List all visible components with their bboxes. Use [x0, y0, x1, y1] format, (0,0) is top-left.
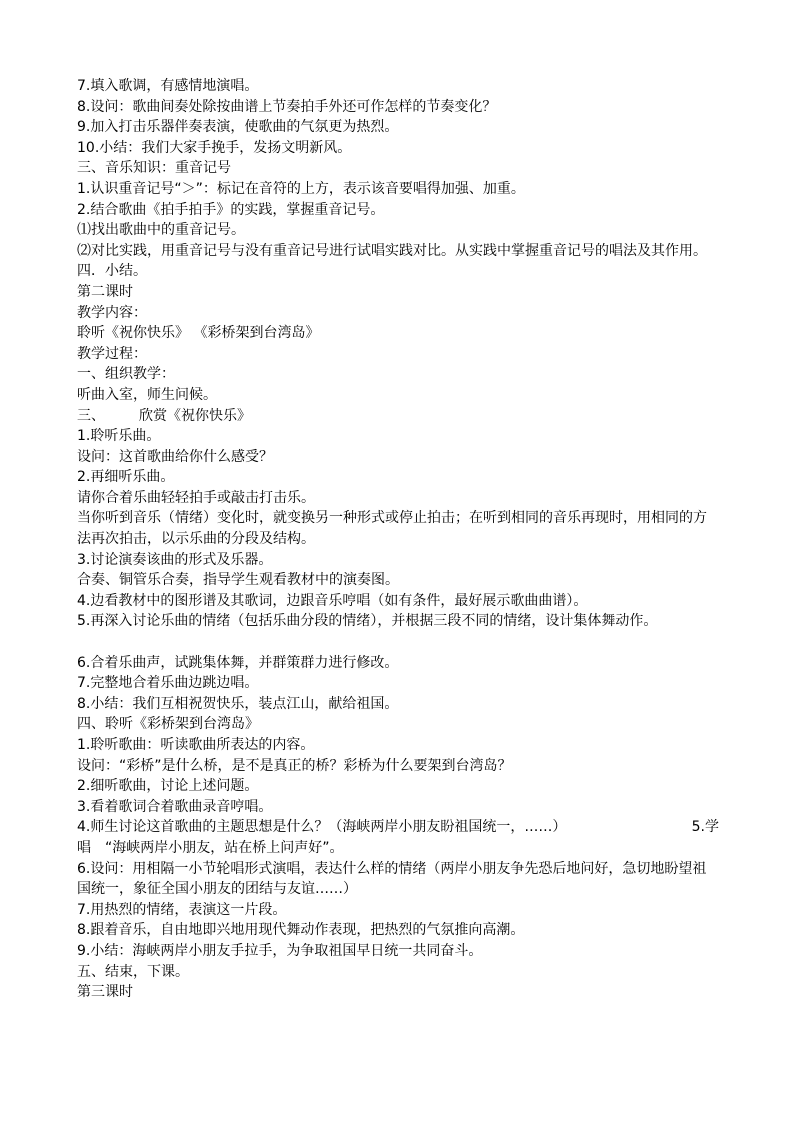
text-paragraph: 当你听到音乐（情绪）变化时，就变换另一种形式或停止拍击；在听到相同的音乐再现时，用相同的方法再次拍击，以示乐曲的分段及结构。: [77, 510, 707, 548]
section-heading: 五、结束，下课。: [77, 963, 189, 980]
text-line: 9.加入打击乐器伴奏表演，使歌曲的气氛更为热烈。: [77, 119, 399, 136]
text-line: 4.边看教材中的图形谱及其歌词，边跟音乐哼唱（如有条件，最好展示歌曲曲谱）。: [77, 592, 588, 609]
text-line: [77, 817, 719, 838]
section-heading: 四．小结。: [77, 263, 147, 280]
text-line: 2.细听歌曲，讨论上述问题。: [77, 778, 259, 795]
text-line: 请你合着乐曲轻轻拍手或敲击打击乐。: [77, 489, 315, 506]
text-line: 1.聆听歌曲：听读歌曲所表达的内容。: [77, 737, 315, 753]
text-line: 7.用热烈的情绪，表演这一片段。: [77, 901, 287, 918]
text-line: 6.合着乐曲声，试跳集体舞，并群策群力进行修改。: [77, 654, 399, 671]
text-line: 1.认识重音记号“＞”：标记在音符的上方，表示该音要唱得加强、加重。: [77, 180, 525, 197]
text-line: 5.再深入讨论乐曲的情绪（包括乐曲分段的情绪），并根据三段不同的情绪，设计集体舞动作。: [77, 613, 658, 630]
section-heading: [77, 406, 719, 427]
text-line: 10.小结：我们大家手挽手，发扬文明新风。: [77, 139, 352, 156]
text-line: 教学过程：: [77, 345, 147, 362]
text-line: 8.小结：我们互相祝贺快乐，装点江山，献给祖国。: [77, 695, 399, 712]
text-paragraph: 6.设问：用相隔一小节轮唱形式演唱，表达什么样的情绪（两岸小朋友争先恐后地问好，急切地盼望祖国统一，象征全国小朋友的团结与友谊……）: [77, 860, 707, 898]
text-line: 1.聆听乐曲。: [77, 428, 161, 445]
text-line: 唱 “海峡两岸小朋友，站在桥上问声好”。: [77, 839, 344, 856]
text-line: 2.结合歌曲《拍手拍手》的实践，掌握重音记号。: [77, 201, 385, 218]
text-segment: 5.学: [691, 819, 719, 836]
text-paragraph: ⑵对比实践，用重音记号与没有重音记号进行试唱实践对比。从实践中掌握重音记号的唱法及其作用。: [77, 242, 707, 259]
section-title: 欣赏《祝你快乐》: [139, 407, 251, 424]
text-line: ⑴找出歌曲中的重音记号。: [77, 222, 245, 239]
text-segment: 4.师生讨论这首歌曲的主题思想是什么？（海峡两岸小朋友盼祖国统一，……）: [77, 819, 567, 836]
section-heading: 三、音乐知识：重音记号: [77, 160, 231, 177]
section-number: 三、: [77, 407, 105, 424]
text-line: 3.看着歌词合着歌曲录音哼唱。: [77, 798, 273, 815]
lesson-heading: 第二课时: [77, 283, 133, 300]
text-line: 7.填入歌调，有感情地演唱。: [77, 78, 259, 94]
text-line: 8.跟着音乐，自由地即兴地用现代舞动作表现，把热烈的气氛推向高潮。: [77, 922, 525, 939]
section-heading: 四、聆听《彩桥架到台湾岛》: [77, 716, 259, 733]
lesson-heading: 第三课时: [77, 984, 133, 1001]
text-line: 聆听《祝你快乐》 《彩桥架到台湾岛》: [77, 325, 320, 342]
text-line: 8.设问：歌曲间奏处除按曲谱上节奏拍手外还可作怎样的节奏变化？: [77, 98, 497, 115]
text-line: 9.小结：海峡两岸小朋友手拉手，为争取祖国早日统一共同奋斗。: [77, 942, 483, 959]
text-line: 设问：“彩桥”是什么桥，是不是真正的桥？彩桥为什么要架到台湾岛？: [77, 757, 512, 774]
text-line: 3.讨论演奏该曲的形式及乐器。: [77, 551, 273, 568]
document-body: [77, 76, 719, 1003]
section-heading: 一、组织教学：: [77, 366, 175, 383]
text-line: 7.完整地合着乐曲边跳边唱。: [77, 675, 259, 692]
text-line: 教学内容：: [77, 304, 147, 321]
text-line: 合奏、铜管乐合奏，指导学生观看教材中的演奏图。: [77, 572, 399, 589]
text-line: 听曲入室，师生问候。: [77, 386, 217, 403]
text-line: 设问：这首歌曲给你什么感受？: [77, 448, 273, 465]
text-line: 2.再细听乐曲。: [77, 469, 175, 486]
blank-line: [77, 632, 719, 653]
